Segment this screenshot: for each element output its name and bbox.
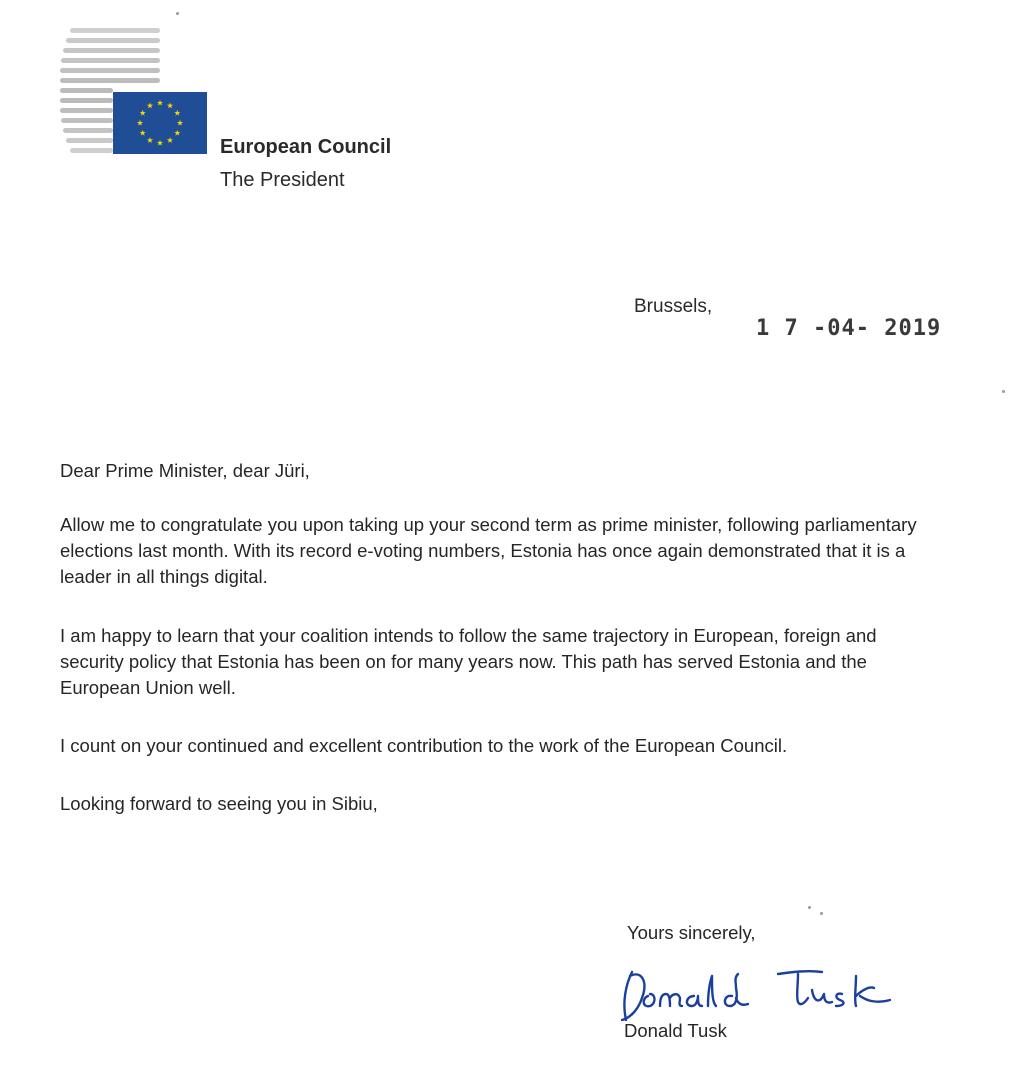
organization-name: European Council (220, 136, 392, 158)
closing-line: Looking forward to seeing you in Sibiu, (60, 793, 378, 814)
paragraph-2: I am happy to learn that your coalition intends to follow the same trajectory in European, foreign and security policy that Estonia has been on for many years now. This path has served Estonia and the European Union well. (60, 625, 877, 698)
dateline-place: Brussels, (634, 296, 713, 317)
date-stamp: 1 7 -04- 2019 (756, 316, 942, 341)
salutation: Dear Prime Minister, dear Jüri, (60, 460, 310, 481)
european-council-logo (58, 26, 218, 160)
signer-name: Donald Tusk (624, 1020, 727, 1041)
scan-speck (808, 906, 811, 909)
valediction: Yours sincerely, (627, 922, 756, 943)
paragraph-1: Allow me to congratulate you upon taking up your second term as prime minister, following parliamentary elections last month. With its record e-voting numbers, Estonia has once again demonstrated that it is a leader in all things digital. (60, 514, 917, 587)
scan-speck (1002, 390, 1005, 393)
paragraph-3: I count on your continued and excellent contribution to the work of the European Council. (60, 735, 788, 756)
organization-title: The President (220, 169, 345, 191)
scan-speck (820, 912, 823, 915)
scan-speck (176, 12, 179, 15)
